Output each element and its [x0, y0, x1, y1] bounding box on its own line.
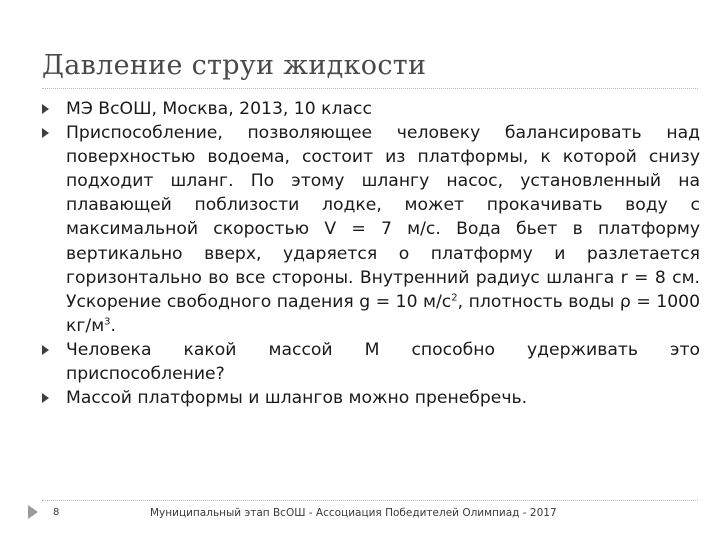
exponent: 2 — [451, 292, 458, 304]
bullet-item-source — [42, 97, 700, 121]
bullet-arrow-icon — [42, 104, 49, 114]
title-divider — [42, 88, 698, 89]
bullet-item-question — [42, 338, 700, 386]
slide-title: Давление струи жидкости — [42, 50, 427, 81]
bullet-text: Человека какой массой М способно удерживать это приспособление? — [66, 339, 700, 385]
bullet-text-end: . — [110, 315, 117, 336]
exponent: 3 — [104, 316, 111, 328]
slide-content — [42, 97, 700, 410]
bullet-item-problem — [42, 121, 700, 338]
footer-arrow-icon — [28, 505, 38, 519]
page-number: 8 — [53, 507, 60, 518]
bullet-arrow-icon — [42, 128, 49, 138]
bullet-item-note — [42, 386, 700, 410]
bullet-text-continued: , плотность воды ρ = 1000 кг/м — [66, 291, 700, 336]
footer-text: Муниципальный этап ВсОШ - Ассоциация Победителей Олимпиад - 2017 — [150, 507, 557, 519]
bullet-arrow-icon — [42, 345, 49, 355]
bullet-arrow-icon — [42, 393, 49, 403]
bullet-text: МЭ ВсОШ, Москва, 2013, 10 класс — [66, 99, 372, 119]
bullet-text: Приспособление, позволяющее человеку балансировать над поверхностью водоема, состоит из платформы, к которой снизу подходит шланг. По этому шлангу насос, установленный на плавающей поблизости лодке, может прокачивать воду с максимальной скоростью V = 7 м/с. Вода бьет в платформу вертикально вверх, ударяется о платформу и разлетается горизонтально во все стороны. Внутренний радиус шланга r = 8 см. Ускорение свободного падения g = 10 м/с — [66, 123, 700, 312]
footer-divider — [42, 500, 698, 501]
bullet-text: Массой платформы и шлангов можно пренебречь. — [66, 388, 528, 409]
